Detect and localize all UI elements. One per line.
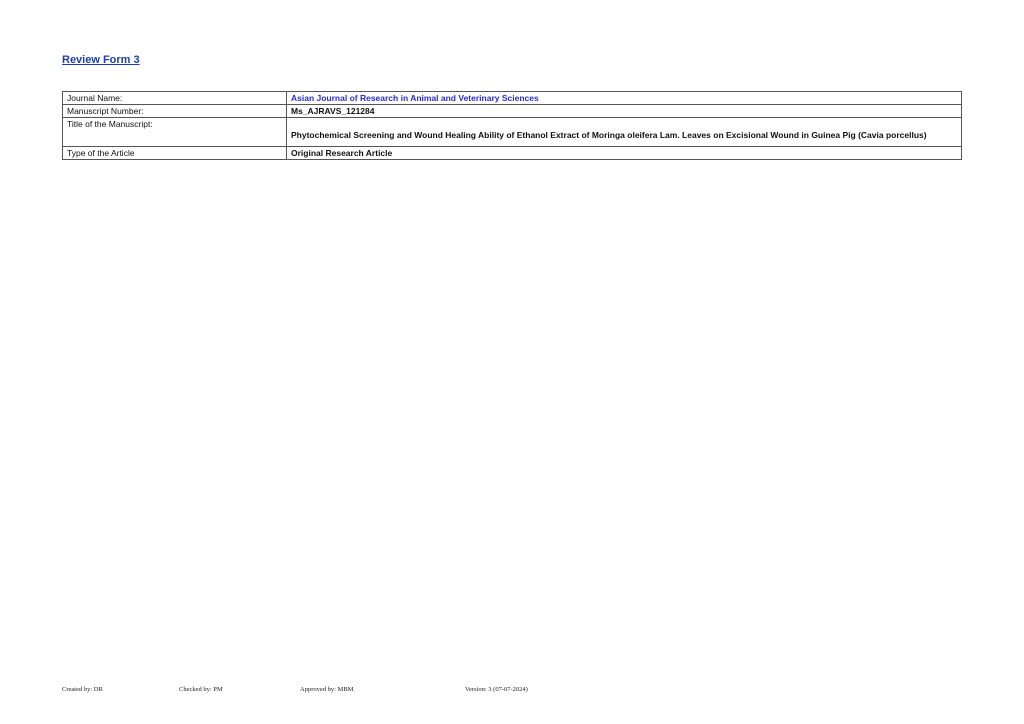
journal-name-value: Asian Journal of Research in Animal and Veterinary Sciences bbox=[287, 92, 962, 105]
manuscript-number-value: Ms_AJRAVS_121284 bbox=[287, 105, 962, 118]
footer-checked-by: Checked by: PM bbox=[179, 686, 223, 693]
footer-created-by: Created by: DR bbox=[62, 686, 103, 693]
manuscript-number-label: Manuscript Number: bbox=[63, 105, 287, 118]
journal-name-row bbox=[63, 92, 962, 105]
article-type-row bbox=[63, 147, 962, 160]
footer-approved-by: Approved by: MBM bbox=[300, 686, 354, 693]
manuscript-details-table bbox=[62, 91, 962, 160]
manuscript-title-label: Title of the Manuscript: bbox=[63, 118, 287, 147]
form-title: Review Form 3 bbox=[62, 54, 140, 66]
footer-version: Version: 3 (07-07-2024) bbox=[465, 686, 528, 693]
article-type-value: Original Research Article bbox=[287, 147, 962, 160]
article-type-label: Type of the Article bbox=[63, 147, 287, 160]
journal-name-label: Journal Name: bbox=[63, 92, 287, 105]
manuscript-number-row bbox=[63, 105, 962, 118]
manuscript-title-row bbox=[63, 118, 962, 147]
manuscript-title-value: Phytochemical Screening and Wound Healing Ability of Ethanol Extract of Moringa oleifera Lam. Leaves on Excisional Wound in Guinea Pig (Cavia porcellus) bbox=[287, 118, 962, 147]
